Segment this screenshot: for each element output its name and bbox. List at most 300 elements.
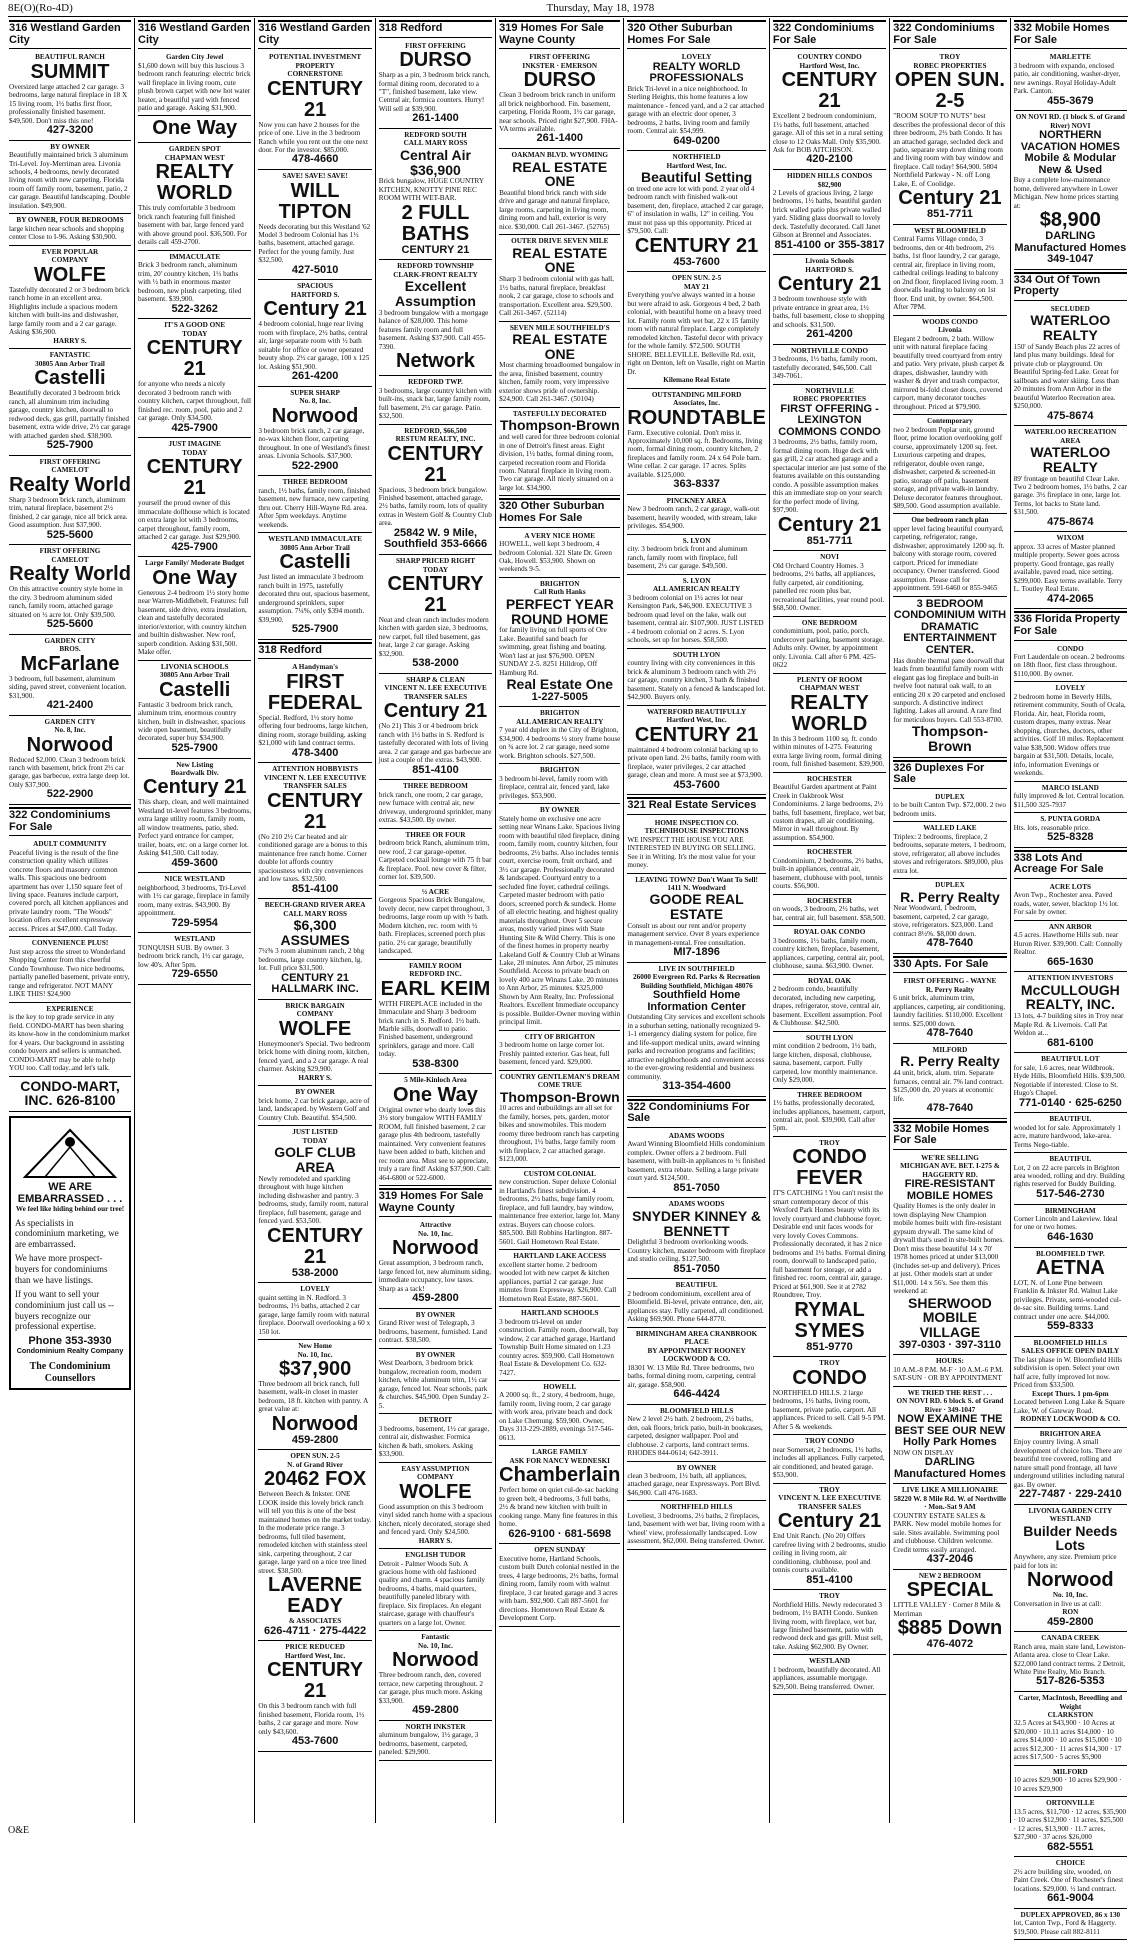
ad-body: On this attractive country style home in the city. 3 bedroom aluminum sided ranch, family room, attached garage situated on ½ acre lot. Only $39,500. xyxy=(9,585,123,619)
ad-headline: LOVELY xyxy=(300,1285,330,1294)
section-heading: 326 Duplexes For Sale xyxy=(893,760,1006,789)
advertiser-name: Castelli xyxy=(34,367,106,390)
ad-headline: BEAUTIFUL xyxy=(1049,1155,1092,1164)
advertiser-name: Excellent Assumption xyxy=(395,278,476,309)
ad-headline: PINCKNEY AREA xyxy=(666,496,727,505)
ad-headline: TROY xyxy=(939,53,961,62)
ad-body: $1,600 down will buy this luscious 3 bedroom ranch featuring: electric brick wall fireplace in living room, cute plush brown carpet with new hot water heater, a beautiful yard with fenced patio and garage. Asking $31,900. xyxy=(138,61,251,112)
advertiser-name: CENTURY 21 xyxy=(634,234,759,257)
advertiser-name: CONDO xyxy=(792,1366,867,1389)
ad-headline: A Handyman's xyxy=(292,663,338,672)
ad-subline: LIVONIA GARDEN CITY WESTLAND xyxy=(1028,1506,1113,1524)
advertiser-name: NOW EXAMINE THE BEST SEE OUR NEW Holly Park Homes xyxy=(894,1413,1006,1449)
ad-body: Enjoy country living. A small development of choice lots. There are beautiful tree covered, rolling and nature small pond frontage, all have underground utilities including natural gas. By owner. xyxy=(1013,1438,1125,1489)
advertiser-name: CENTURY 21 xyxy=(146,337,243,381)
ad-headline: MARCO ISLAND xyxy=(1041,783,1099,792)
classified-ad xyxy=(893,1044,1006,1119)
classified-ad xyxy=(893,822,1006,879)
ad-body: Located between Long Lake & Square Lake, W. of Gateway Road. xyxy=(1013,1398,1125,1415)
ad-body: 1½ baths, professionally decorated, includes appliances, basement, carport, central air, pool. $39,900. Call after 5pm. xyxy=(772,1099,886,1133)
advertiser-name: R. Perry Realty xyxy=(900,1053,1000,1070)
ad-headline: BY OWNER xyxy=(50,142,90,151)
ad-subline: MICHIGAN AVE. BET. I-275 & HAGGERTY RD. xyxy=(900,1162,1000,1179)
section-heading: 322 Condominiums For Sale xyxy=(893,20,1006,49)
ad-headline: SEVEN MILE SOUTHFIELD'S xyxy=(509,323,610,332)
advertiser-name: FIRE-RESISTANT MOBILE HOMES xyxy=(904,1178,996,1202)
ad-headline: TROY CONDO xyxy=(805,1437,855,1446)
ad-headline: BLOOMFIELD HILLS xyxy=(659,1406,734,1415)
phone-number: 427-5010 xyxy=(291,263,339,276)
ad-headline: FAMILY ROOM xyxy=(409,961,462,970)
classified-ad xyxy=(9,51,131,140)
ad-headline: TROY xyxy=(819,1359,840,1368)
classified-ad xyxy=(893,975,1006,1043)
classified-ad xyxy=(893,1484,1006,1569)
ad-subline: HARTFORD S. xyxy=(805,265,854,274)
advertiser-name: CENTURY 21 xyxy=(634,723,759,746)
ad-body: 10 acres and outbuildings are all set for the family, horses, pets, garden, motor bikes and snowmobiles. This modern roomy three bedroom ranch has carpeting throughout, 1½ baths, large family room with fireplace, 2 car attached garage. $123,000. xyxy=(499,1104,620,1164)
ad-body: fully improved & lot. Central location. $11,500 325-7937 xyxy=(1013,792,1125,809)
classified-ad xyxy=(379,1721,492,1761)
advertiser-name: Norwood xyxy=(271,404,359,427)
ad-body: Spacious, 3 bedroom brick bungalow. Finished basement, attached garage, 2½ baths, family room, lots of quality extras in Western Golf & Country Club area. xyxy=(378,485,492,528)
classified-ad xyxy=(1014,51,1127,111)
advertiser-name: WATERLOO REALTY xyxy=(1030,312,1111,344)
advertiser-name: Castelli xyxy=(159,678,231,701)
ad-subline: Hartford West, Inc. xyxy=(799,61,860,70)
advertiser-name: Thompson-Brown xyxy=(499,417,620,434)
ad-subline: Except Thurs. 1 pm-6pm xyxy=(1032,1389,1109,1398)
ad-headline: LIVE LIKE A MILLIONAIRE xyxy=(901,1486,998,1495)
section-heading: 332 Mobile Homes For Sale xyxy=(893,1121,1006,1150)
classified-ad xyxy=(1014,111,1127,270)
advertiser-name: Norwood xyxy=(392,1649,479,1672)
advertiser-name: FIRST FEDERAL xyxy=(267,670,363,714)
advertiser-name: Thompson-Brown xyxy=(499,1088,620,1105)
classified-ad xyxy=(773,1435,886,1483)
classified-ad xyxy=(379,1309,492,1349)
phone-number: 397-0303 · 397-3110 xyxy=(898,1338,1001,1351)
classified-ad xyxy=(379,1463,492,1549)
ad-subline: MAY 21 xyxy=(683,282,710,291)
classified-ad xyxy=(1014,782,1127,813)
ad-body: Award Winning Bloomfield Hills condominium complex. Owner offers a 2 bedroom. Full basement, with built-in appliances to ½ finished basement, extra rebate. Selling a large private court yard. $124,500. xyxy=(627,1140,766,1183)
ad-subline: CLARKSTON xyxy=(1047,1711,1094,1719)
classified-ad xyxy=(379,1349,492,1414)
advertiser-name: SNYDER KINNEY & BENNETT xyxy=(632,1207,762,1239)
phone-number: 453-7600 xyxy=(673,778,720,791)
ad-body: Triplex: 2 bedrooms, fireplace, 2 bedrooms, separate meters, 1 bedroom, stove, refrigerator, all above includes stoves and refrigerators. $89,000, plus extra lot. xyxy=(893,832,1007,875)
ad-subline: & ASSOCIATES xyxy=(288,1617,342,1626)
classified-ad xyxy=(773,1590,886,1655)
ad-subline: No. 10, Inc. xyxy=(297,1350,333,1359)
classified-ad xyxy=(258,1340,371,1450)
classified-ad xyxy=(9,456,131,545)
phone-number: 559-8333 xyxy=(1047,1320,1094,1333)
ad-headline: ADAMS WOODS xyxy=(668,1200,725,1209)
ad-body: 2½ acre building site, wooded, on Paint Creek. One of Rochester's finest locations. $29,000. ½ land contract. xyxy=(1013,1867,1124,1893)
ad-body: to be built Canton Twp. $72,000. 2 two bedroom units. xyxy=(893,801,1006,818)
ad-body: 2 bedroom home in Beverly Hills, retirement community, South of Ocala, Florida. Air, heat, Florida room, custom drapes, many extras. Near shopping, churches, doctors, other activities. Golf 10 miles. Replacement value $38,500. Widow offers true bargain at $31,500. Details, locale, info, information Evenings or weekends. xyxy=(1013,692,1126,778)
classified-ad xyxy=(893,1387,1006,1485)
advertiser-name: Century 21 xyxy=(777,513,882,536)
ad-headline: IT'S A GOOD ONE xyxy=(164,321,226,330)
ad-headline: Garden City Jewel xyxy=(165,53,224,62)
ad-headline: CONDO xyxy=(1056,644,1084,653)
ad-headline: MILFORD xyxy=(1052,1767,1088,1776)
advertiser-name: Norwood xyxy=(1026,1569,1114,1592)
phone-number: 25842 W. 9 Mile, Southfield 353-6666 xyxy=(383,526,488,551)
classified-ad xyxy=(258,899,371,1000)
classified-ad xyxy=(773,51,886,170)
classified-ad xyxy=(138,661,251,759)
ad-headline: Carter, MacIntosh, Breedling and Weight xyxy=(1018,1694,1123,1711)
phone-number: 626-9100 · 681-5698 xyxy=(508,1527,612,1540)
classified-ad xyxy=(258,476,371,533)
classified-column xyxy=(623,18,769,1823)
ad-body: NOW ON DISPLAY xyxy=(893,1448,954,1457)
classified-ad xyxy=(499,408,620,497)
classified-ad xyxy=(627,51,766,151)
ad-headline: HOURS: xyxy=(935,1357,964,1366)
ad-body: 6 unit brick, aluminum trim, appliances, carpeting, air conditioning, laundry facilities. $110,000. Excellent terms. $25,000 down. xyxy=(893,994,1006,1028)
classified-ad xyxy=(1014,1857,1127,1908)
ad-body: Just listed an immaculate 3 bedroom ranch built in 1975, tastefully decorated thru out, spacious basement, underground sprinklers, super assumption. 7¼%, only $394 month. $39,900. xyxy=(258,573,370,624)
ad-body: A 2000 sq. ft., 2 story, 4 bedroom, huge, family room, living room, 2 car garage with work area, private beach and dock on Lake Chemung. $59,900. Owner, Days 313-229-2889, evenings 517-546-0613. xyxy=(499,1391,615,1442)
ad-headline: THREE OR FOUR xyxy=(405,830,466,839)
ad-body: upper level facing beautiful courtyard, carpeting, refrigerator, range, dishwasher, approximately 1200 sq. ft. balcony with storage room, covered carport. Priced for immediate occupancy. Owner transferred. Good assumption. Please call for appointment. 591-6460 or 855-9465 xyxy=(893,524,1005,593)
ad-headline: POTENTIAL INVESTMENT PROPERTY xyxy=(269,53,362,70)
ad-headline: OPEN SUN. 2-5 xyxy=(671,274,722,283)
phone-number: 261-4200 xyxy=(291,370,339,383)
classified-ad xyxy=(1014,1053,1127,1113)
ad-headline: DUPLEX xyxy=(935,792,965,801)
ad-headline: BEAUTIFUL xyxy=(1049,1115,1092,1124)
advertiser-name: Central Air $36,900 xyxy=(399,146,471,178)
advertiser-name: $6,300 ASSUMES xyxy=(280,917,350,948)
ad-headline: CHOICE xyxy=(1055,1859,1085,1868)
classified-ad xyxy=(1014,921,1127,972)
advertiser-name: Realty World xyxy=(9,473,131,496)
ad-body: Central Farms Village condo, 3 bedrooms, den or 4th bedroom, 2½ baths, 1st floor laundry, 2 car garage, central air, fireplace in living room, cathedral ceilings leading to balcony on 2nd floor, fireplaced living room. 3 doorwalls leading to balcony on 1st floor. End unit, by owner. $64,500. After 7PM. xyxy=(893,235,1004,312)
ad-body: Reduced $2,000. Clean 3 bedroom brick ranch with basement, brick front 2½ car garage, gas barbecue, extra large deep lot. Only $37,900. xyxy=(9,755,130,789)
ad-body: 3 bedrooms, large country kitchen with built-ins, snack bar, large family room, full basement, 2½ car garage. Patio. $32,500. xyxy=(378,386,492,421)
ad-headline: BY OWNER xyxy=(676,1463,717,1472)
classified-ad xyxy=(499,1307,620,1381)
ad-body: Everything you've always wanted in a house but were afraid to ask. Gorgeous 4 bed, 2 bath colonial, with beautiful home on a heavy treed lot. Family room with wet bar, 22 x 15 family room with natural fireplace. Large completely remodeled kitchen. Tasteful decor with privacy for the whole family. $72,500. SOUTH SHORE. BELLEVILLE. Belleville Rd. exit, right on Denton, left on Vasalle, right on Martin Dr. xyxy=(627,291,765,376)
ad-body: Gorgeous Spacious Brick Bungalow, lovely decor, new carpet throughout, 3 bedrooms, large room up with ½ bath. Modern kitchen, rec. room with ½ bath. Fireplaces, screened porch plus patio. 2½ car garage, beautifully landscaped. xyxy=(378,896,490,956)
ad-headline: REDFORD, $66,500 xyxy=(404,426,467,435)
advertiser-name: GOLF CLUB AREA xyxy=(274,1144,356,1175)
ad-body: neighborhood, 3 bedrooms, Tri-Level with 1½ car garage, fireplace in family room, many extras. $43,900. By appointment. xyxy=(138,883,250,918)
phone-number: 522-2900 xyxy=(46,788,94,801)
ad-headline: NICE WESTLAND xyxy=(164,875,226,884)
classified-ad xyxy=(1014,1248,1127,1337)
classified-ad xyxy=(1014,1205,1127,1248)
ad-headline: MILFORD xyxy=(932,1045,968,1054)
classified-ad xyxy=(499,707,620,764)
classified-ad xyxy=(379,1631,492,1720)
phone-number: 437-2046 xyxy=(926,1553,974,1566)
classified-ad xyxy=(773,1137,886,1357)
classified-ad xyxy=(9,545,131,634)
ad-body: HOWELL, well kept 3 bedroom, 4 bedroom Colonial. 321 Slate Dr. Green Oak, Howell. $53,900. Shown on weekends 9-5. xyxy=(499,540,612,574)
classified-ad xyxy=(258,51,371,170)
ad-subline: No. 10, Inc. xyxy=(418,1641,453,1650)
ad-body: Avon Twp., Rochester area. Paved roads, water, sewer, blacktop 1½ lot. For sale by owner. xyxy=(1013,891,1119,917)
section-heading: 332 Mobile Homes For Sale xyxy=(1014,20,1127,49)
ad-body: Between Beech & Inkster. ONE LOOK inside this lovely brick ranch will tell you this is one of the best maintained homes on the market today. In the moderate price range. 3 bedrooms, full tiled basement, remodeled kitchen with stainless steel sink, carpeting throughout, 2 car garage, large yard on a nice tree lined street. $38,500. xyxy=(258,1490,372,1575)
ad-body: yourself the proud owner of this immaculate dollhouse which is located on extra large lot with 3 bedrooms, carpet throughout, family room, attached 2 car garage. Just $29,900. xyxy=(138,499,250,542)
classified-ad xyxy=(773,345,886,385)
advertiser-name: CENTURY 21 xyxy=(387,442,484,486)
ad-body: 3 bedroom colonial on 1½ acres lot near Kensington Park, $46,900. EXECUTIVE 3 bedroom quad level on the lake, walk out basement, central air. $107,900. JUST LISTED - 4 bedroom colonial on 2 acres. S. Lyon schools, set up for horses. $58,500. xyxy=(627,593,764,645)
classified-ad xyxy=(9,141,131,215)
classified-ad xyxy=(627,1130,766,1198)
ad-body: Now you can have 2 houses for the price of one. Live in the 3 bedroom Ranch while you rent out the one next door. For the investor. $85,000. xyxy=(258,120,368,154)
advertiser-name: WILL TIPTON xyxy=(278,179,352,223)
phone-number: 729-6550 xyxy=(171,968,218,981)
ad-body: mint condition 2 bedroom, 1½ bath, large kitchen, disposal, clubhouse, sauna, basement, carport. Fully carpeted, low monthly maintenance. Only $29,000. xyxy=(772,1042,878,1085)
advertiser-name: Norwood xyxy=(26,733,114,756)
advertiser-name: Builder Needs Lots xyxy=(1023,1522,1118,1554)
classified-ad xyxy=(379,1074,492,1186)
phone-number: 459-2800 xyxy=(1047,1615,1094,1628)
ad-body: LITTLE VALLEY · Corner 8 Mile & Merriman xyxy=(893,1601,1001,1618)
ad-subline: CORNERSTONE xyxy=(287,70,343,79)
ad-subline: ON NOVI RD. (1 block S. of Grand River) NOVI xyxy=(1015,113,1125,130)
ad-subline: No. 8, Inc. xyxy=(54,726,86,735)
classified-ad xyxy=(499,1381,620,1446)
ad-body: Excellent 2 bedroom condominium, 1½ baths, full basement, attached garage. All of this set in a rural setting close to 12 Oaks Mall. Only $35,900. Ask for BOB AITCHISON. xyxy=(772,112,883,154)
ad-headline: REDFORD TWP. xyxy=(408,378,463,387)
classified-ad xyxy=(773,674,886,773)
phone-number: 459-2800 xyxy=(412,1704,459,1717)
ad-headline: HARTLAND LAKE ACCESS xyxy=(513,1252,607,1261)
ad-body: Old Orchard Country Homes. 3 bedrooms, 2½ baths, all appliances, fully carpeted, air conditioning, panelled rec room plus bar, recreational facilities, year round pool. $68,500. Owner. xyxy=(772,561,885,613)
classified-ad xyxy=(1014,532,1127,609)
classified-ad xyxy=(499,235,620,321)
ad-body: bedroom brick Ranch, aluminum trim, new roof, 2 car garage-opener. Carpeted cocktail lounge with 75 ft bar & fireplace. Pool. new cover & filter, corner lot. $39,500. xyxy=(378,839,492,882)
advertiser-name: NORTHERN VACATION HOMES Mobile & Modular New & Used xyxy=(1020,129,1120,176)
section-heading: 319 Homes For Sale Wayne County xyxy=(499,20,620,49)
ad-headline: NORTH INKSTER xyxy=(405,1722,466,1731)
advertiser-name: SUMMIT xyxy=(30,60,110,83)
ad-subline: 30805 Ann Arbor Trail xyxy=(280,543,350,552)
ad-headline: FIRST OFFERING xyxy=(405,41,466,50)
ad-body: Ranch area, main state land, Lewiston-Atlanta area. close to Clear Lake. $22,000 land contract terms. 2 Detroit, White Pine Realty, Mio Branch. xyxy=(1013,1642,1126,1676)
ad-body: Special. Redford, 1½ story home offering four bedrooms, large kitchen, dining room, storage building, asking $21,000 with land contract terms. xyxy=(258,713,368,748)
ad-headline: GARDEN CITY xyxy=(44,717,96,726)
phone-number: 851-7050 xyxy=(673,1181,720,1194)
classified-ad xyxy=(499,1250,620,1307)
phone-number: 538-2000 xyxy=(412,657,459,670)
ad-subline: No. 10, Inc. xyxy=(418,1229,453,1238)
ad-headline: OPEN SUN. 2-5 xyxy=(290,1452,340,1461)
classified-ad xyxy=(627,575,766,649)
phone-number: 349-1047 xyxy=(1047,253,1094,266)
phone-number: 525-7900 xyxy=(46,439,94,452)
ad-body: Condominium, 2 bedrooms, 2½ baths, built-in appliances, central air, basement, clubhouse with pool, tennis courts. $56,900. xyxy=(772,856,884,891)
classified-ad xyxy=(9,1077,131,1112)
advertiser-name: Network xyxy=(396,350,475,373)
classified-ad xyxy=(1014,1909,1127,1940)
ad-headline: NORTHVILLE xyxy=(805,386,854,395)
ad-body: Fort Lauderdale on ocean. 2 bedrooms on 18th floor, first class throughout. $110,000. By owner. xyxy=(1013,653,1125,678)
phone-number: 227-7487 · 229-2410 xyxy=(1018,1488,1122,1501)
ad-body: We have more prospect-buyers for condominiums than we have listings. xyxy=(15,1253,108,1285)
classified-ad xyxy=(1014,643,1127,683)
ad-body: Hts. lots, reasonable price. xyxy=(1013,823,1090,832)
phone-number: 455-3679 xyxy=(1047,94,1094,107)
classified-ad xyxy=(379,129,492,260)
ad-headline: BY OWNER xyxy=(415,1350,456,1359)
advertiser-name: CENTURY 21 xyxy=(267,1224,364,1268)
ad-subline: Livonia xyxy=(938,326,962,335)
classified-ad xyxy=(258,170,371,280)
ad-body: Honeymooner's Special. Two bedroom brick home with dining room, kitchen, fenced yard, and a 2 car garage. A real charmer. Asking $29,900. xyxy=(258,1039,371,1074)
ad-body: Newly remodeled and sparkling throughout with huge kitchen including dishwasher and pantry. 3 bedrooms, study, family room, natural fireplace, full basement, garage and fenced yard. $53,500. xyxy=(258,1174,369,1226)
classified-ad xyxy=(258,1000,371,1086)
classified-ad xyxy=(893,514,1006,596)
ad-body: for sale, 1.6 acres, near Wildbrook. Hyde Hills, Bloomfield Hills. $39,500. Negotiable if interested. Close to St. Hugo's Chapel. xyxy=(1013,1063,1126,1098)
advertiser-name: McFarlane xyxy=(20,652,120,675)
ad-subline: RESTUM REALTY, INC. xyxy=(395,435,476,444)
classified-ad xyxy=(9,635,131,716)
classified-column xyxy=(134,18,254,1823)
classified-ad xyxy=(379,780,492,828)
ad-body: Loveliest, 3 bedrooms, 2½ baths, 2 fireplaces, land, basement with wet bar, living room with a 'wheel' view, professionally landscaped. Low assessment, $62,000. Being transferred. Owner. xyxy=(627,1511,765,1546)
ad-body: is the key to top grade service in any field. CONDO-MART has been sharing its know-how in the condominium market for 4 years. Our background in assisting condo buyers and sellers is unmatched. CONDO-MART may be able to help YOU too. Call today..and let's talk. xyxy=(9,1013,130,1073)
classified-ad xyxy=(773,385,886,552)
phone-number: 682-5551 xyxy=(1047,1840,1094,1853)
classified-column xyxy=(495,18,623,1823)
advertiser-name: GOODE REAL ESTATE xyxy=(649,891,744,923)
advertiser-name: REAL ESTATE ONE xyxy=(512,158,608,190)
ad-headline: THREE BEDROOM xyxy=(403,782,468,791)
ad-body: brick home, 2 car brick garage, acre of land, landscaped. by Western Golf and Country Club. Beautiful. $54,500. xyxy=(258,1096,370,1122)
classified-ad xyxy=(138,51,251,116)
phone-number: 649-0200 xyxy=(673,134,720,147)
classified-ad xyxy=(893,1152,1006,1355)
ad-subline: ALL AMERICAN REALTY xyxy=(516,717,604,726)
classified-ad xyxy=(1014,303,1127,426)
ad-body: Three bedroom ranch, den, covered terrace, new carpeting throughout. 2 car garage, plus much more. Asking $33,900. xyxy=(378,1671,483,1705)
advertiser-name: LAVERNE EADY xyxy=(268,1574,363,1618)
ad-subline: $82,900 xyxy=(817,180,842,189)
advertiser-name: ROUNDTABLE xyxy=(627,406,766,429)
advertiser-name: CENTURY 21 xyxy=(267,789,364,833)
ad-body: brick ranch, one room, 2 car garage, new furnace with central air, new driveway, underground sprinkler, many extras. $43,500. By owner. xyxy=(378,790,492,825)
section-heading: 316 Westland Garden City xyxy=(9,20,131,49)
ad-headline: EXPERIENCE xyxy=(46,1004,94,1013)
ad-subline: VINCENT N. LEE EXECUTIVE TRANSFER SALES xyxy=(778,1494,881,1511)
ad-headline: 5 Mile-Kinloch Area xyxy=(404,1076,467,1085)
advertiser-name: R. Perry Realty xyxy=(900,888,1000,905)
ad-body: Oversized large attached 2 car garage. 3 bedrooms, large natural fireplace in 18 X 15 living room, 1½ baths first floor, professionally finished basement. $49,500. Don't miss this one! xyxy=(9,82,128,125)
ad-headline: BEAUTIFUL LOT xyxy=(1041,1055,1100,1064)
ad-body: New 2 level 2½ bath. 2 bedroom, 2½ baths, den, oak floors, brick patio, built-in bookcases, carpeted, designer wallpaper. Pool and clubhouse. 2 carports, land contract terms. RHODES 844-0614; 642-3911. xyxy=(627,1415,763,1458)
ad-headline: COUNTRY GENTLEMAN'S DREAM COME TRUE xyxy=(499,1072,620,1090)
advertiser-name: WATERLOO REALTY xyxy=(1030,444,1111,475)
ad-headline: LIVONIA SCHOOLS xyxy=(160,662,229,671)
classified-column xyxy=(6,18,134,1823)
ad-subline: TODAY xyxy=(182,448,208,457)
ad-subline: 26000 Evergreen Rd. Parks & Recreation Building Southfield, Michigan 48076 xyxy=(633,973,761,990)
ad-subline: TODAY xyxy=(182,329,208,338)
ad-headline: HOWELL xyxy=(543,1383,577,1391)
ad-body: Perfect home on quiet cul-de-sac backing to green belt, 4 bedrooms, 3 full baths, 2½ & brand new kitchen with built in cooking range. Many fine features in this home. xyxy=(499,1486,619,1529)
phone-number: 425-7900 xyxy=(171,540,218,553)
ad-headline: FIRST OFFERING - WAYNE xyxy=(903,977,997,986)
classified-ad xyxy=(379,886,492,960)
ad-headline: ADULT COMMUNITY xyxy=(33,840,107,849)
ad-body: approx. 33 acres of Master planned multiple property. Sewer goes across property. Good frontage, gas really available, paved road, nice setting. $299,000. Easy terms available. Terry L. Toutley Real Estate. xyxy=(1013,542,1123,594)
ad-subline: REDFORD INC. xyxy=(409,970,462,979)
advertiser-name: CENTURY 21 xyxy=(267,77,364,121)
ad-body: Beautiful Garden apartment at Paint Creek in Oakbrook West Condominiums. 2 large bedrooms, 2½ baths, full basement, fireplace, wet bar, custom drapes, all air conditioning. Mirror in wall throughout. By assumption. $54,900. xyxy=(772,783,886,842)
ad-body: and well cared for three bedroom colonial in one of Detroit's finest areas. Eight division, 1½ baths, formal dining room, carpeted recreation room and Florida room. Natural fireplace in living room. Two car garage. All nicely situated on a large lot. $34,900. xyxy=(499,433,620,492)
ad-body: lot, Canton Twp., Ford & Haggerty. $19,500. Please call 882-8111 xyxy=(1013,1919,1117,1936)
ad-headline: SPACIOUS xyxy=(297,282,333,291)
ad-body: As specialists in condominium marketing, we are embarrassed. xyxy=(15,1217,119,1249)
advertiser-name: FIRST OFFERING - LEXINGTON COMMONS CONDO xyxy=(778,402,881,438)
ad-headline: GARDEN SPOT xyxy=(168,145,221,154)
advertiser-name: Realty World xyxy=(9,563,131,586)
ad-headline: ROYAL OAK CONDO xyxy=(793,928,866,937)
classified-ad xyxy=(1014,1337,1127,1428)
phone-number: 459-2800 xyxy=(412,1292,459,1305)
ad-headline: A VERY NICE HOME xyxy=(524,531,596,540)
ad-body: 3 bedroom with expando, enclosed patio, air conditioning, washer-dryer, new awnings. Royal Holiday-Adult Park. Canton. xyxy=(1013,61,1121,96)
ad-headline: ANN ARBOR xyxy=(1048,922,1092,931)
phone-number: 261-4200 xyxy=(806,328,853,341)
section-heading: 322 Condominiums For Sale xyxy=(773,20,886,49)
classified-column xyxy=(889,18,1009,1823)
classified-column xyxy=(254,18,374,1823)
classified-ad xyxy=(499,764,620,804)
ad-body: (No 21) This 3 or 4 bedroom brick ranch with 1½ baths in S. Redford is tastefully decorated with lots of living area. 2 car garage and gas barbecue are just a couple of the extras. $43,900. xyxy=(378,722,492,765)
ad-body: 4 bedroom colonial, huge rear living room with fireplace, 2½ baths, central air, large separate room with ½ bath suitable for office or owner operated beauty shop. 2½ car garage, 100 x 125 lot. Asking $51,900. xyxy=(258,320,370,371)
advertiser-name: AETNA xyxy=(1035,1257,1105,1279)
ad-body: on treed one acre lot with pond. 2 year old 4 bedroom ranch with finished walk-out basement, den, fireplace, attached 2 car garage, 6" of insulation in walls, 12" in ceiling. You must not pass up this opportunity. Priced at $79,500. Call: xyxy=(627,184,764,236)
page-date: Thursday, May 18, 1978 xyxy=(546,2,655,14)
ad-body: near Somerset, 2 bedrooms, 1½ baths, includes all appliances. Fully carpeted, air conditioned, and heated garage. $53,900. xyxy=(772,1445,885,1480)
classified-ad xyxy=(258,1641,371,1751)
advertiser-name: Century 21 xyxy=(898,187,1002,210)
phone-number: 729-5954 xyxy=(171,916,218,929)
ad-subline: NEW 2 BEDROOM xyxy=(918,1571,982,1580)
ad-subline: CALL MARY ROSS xyxy=(403,139,468,148)
classified-ad xyxy=(893,1570,1006,1655)
ad-body: 150' of Sandy Beach plus 22 acres of land plus many buildings. Ideal for private club or playground. On Beautiful Spring-fed Lake. Great for sailboats and water skiing. Less than 20 minutes from Ann Arbor in the beautiful Waterloo Recreation area. $250,000. xyxy=(1013,342,1121,411)
classified-column xyxy=(769,18,889,1823)
classified-ad xyxy=(893,51,1006,225)
ad-body: Sharp 3 bedroom colonial with gas hall, 1½ baths, natural fireplace, breakfast nook, 2 car garage, close to schools and transportation. Excellent area. $29,500. Call 261-3467. (52114) xyxy=(499,275,614,318)
classified-ad xyxy=(893,316,1006,415)
classified-ad xyxy=(138,933,251,984)
ad-body: 3 bedroom brick ranch, 2 car garage, no-wax kitchen floor, carpeting throughout. In one of Westland's finest areas. Livonia Schools. $37,900. xyxy=(258,426,370,461)
ad-body: Sharp as a pin, 3 bedroom brick ranch, formal dining room, decorated to a "T", finished basement, lake view. Central air, formica counters. Hurry! Will sell at $39,900. xyxy=(378,71,490,113)
ad-headline: JUST LISTED xyxy=(292,1128,338,1137)
phone-number: 478-7640 xyxy=(926,937,974,950)
advertiser-name: CENTURY 21 xyxy=(267,1659,364,1703)
ad-body: LOT, N. of Lone Pine between Franklin & Inkster Rd. Walnut Lake privileges. Private, semi-wooded cul-de-sac site. Building terms. Land contract under one acre. $44,000. xyxy=(1013,1279,1122,1321)
ad-subline: CHAPMAN WEST xyxy=(164,153,225,162)
ad-headline: BRIGHTON xyxy=(540,579,580,588)
ad-body: aluminum bungalow, 1½ garage, 3 bedrooms, basement, carpeted, paneled. $29,900. xyxy=(378,1731,479,1757)
phone-number: 525-7900 xyxy=(291,623,339,636)
